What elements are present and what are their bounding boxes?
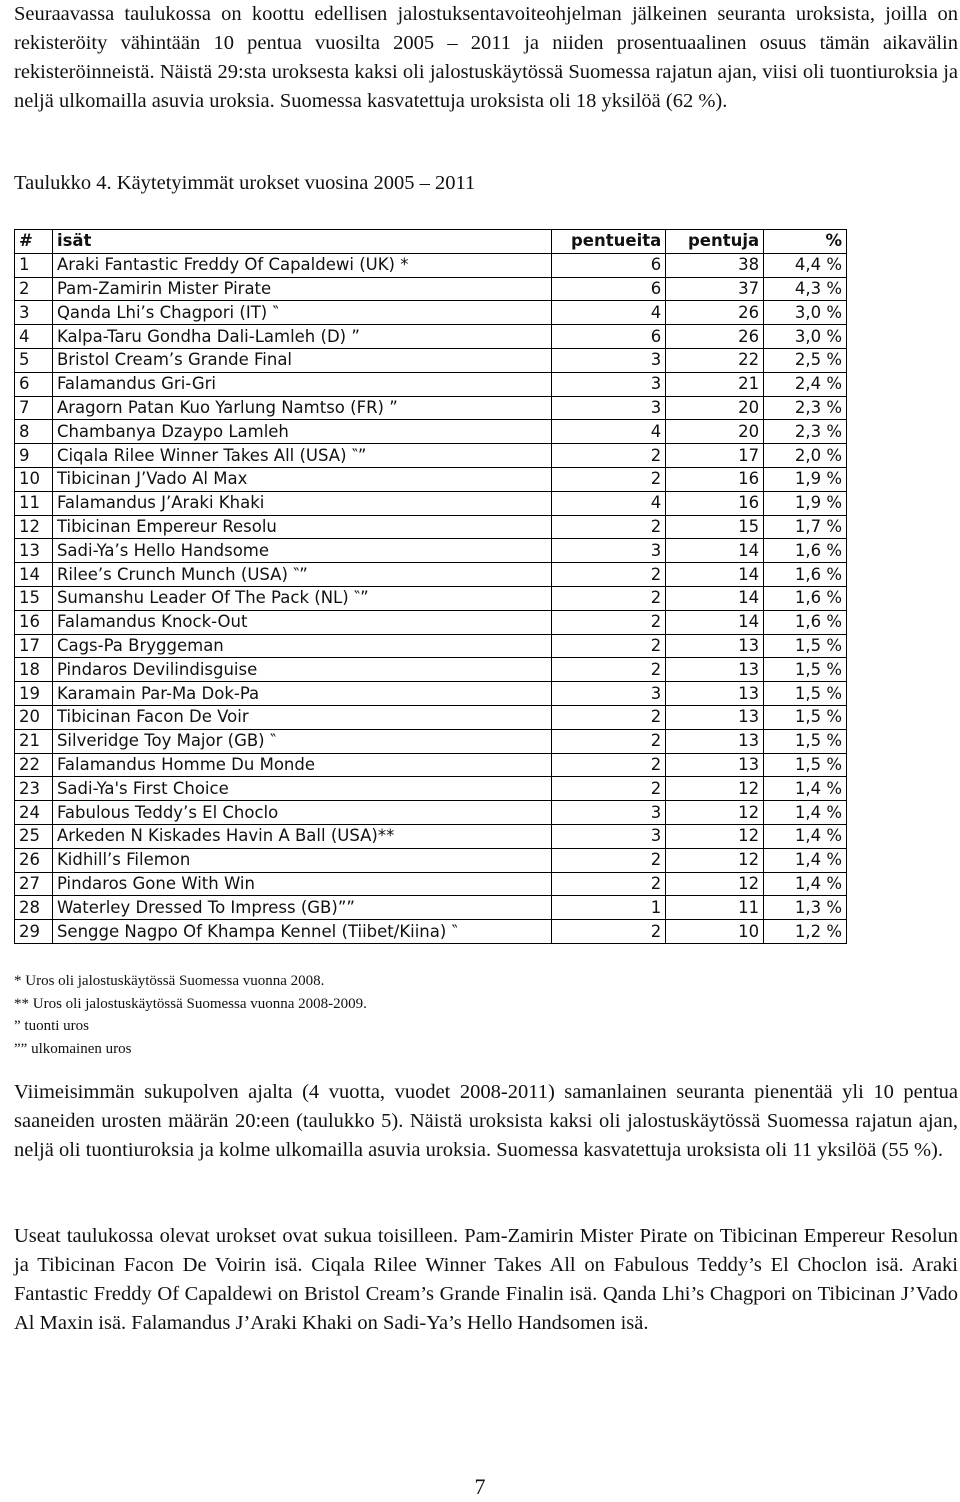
row-index: 27 — [15, 872, 53, 896]
row-index: 23 — [15, 777, 53, 801]
puppies-count: 37 — [666, 277, 764, 301]
percent-value: 2,3 % — [764, 396, 847, 420]
table-row — [15, 444, 847, 468]
row-index: 14 — [15, 563, 53, 587]
litters-count: 3 — [552, 824, 666, 848]
sire-name: Silveridge Toy Major (GB) ‶ — [52, 729, 551, 753]
percent-value: 1,5 % — [764, 705, 847, 729]
litters-count: 2 — [552, 729, 666, 753]
sire-name: Sadi-Ya's First Choice — [52, 777, 551, 801]
percent-value: 1,9 % — [764, 491, 847, 515]
table-row — [15, 372, 847, 396]
row-index: 21 — [15, 729, 53, 753]
percent-value: 1,6 % — [764, 539, 847, 563]
sire-name: Pindaros Gone With Win — [52, 872, 551, 896]
table-row — [15, 277, 847, 301]
sire-name: Falamandus Homme Du Monde — [52, 753, 551, 777]
row-index: 5 — [15, 348, 53, 372]
percent-value: 3,0 % — [764, 301, 847, 325]
litters-count: 3 — [552, 682, 666, 706]
litters-count: 2 — [552, 634, 666, 658]
percent-value: 1,4 % — [764, 801, 847, 825]
puppies-count: 14 — [666, 539, 764, 563]
sire-name: Cags-Pa Bryggeman — [52, 634, 551, 658]
sire-name: Pindaros Devilindisguise — [52, 658, 551, 682]
litters-count: 2 — [552, 705, 666, 729]
puppies-count: 12 — [666, 824, 764, 848]
puppies-count: 13 — [666, 634, 764, 658]
puppies-count: 12 — [666, 872, 764, 896]
percent-value: 1,2 % — [764, 920, 847, 944]
percent-value: 1,4 % — [764, 824, 847, 848]
puppies-count: 21 — [666, 372, 764, 396]
table-row — [15, 610, 847, 634]
table-row — [15, 634, 847, 658]
percent-value: 1,5 % — [764, 729, 847, 753]
row-index: 6 — [15, 372, 53, 396]
puppies-count: 14 — [666, 586, 764, 610]
footnotes — [14, 970, 367, 1060]
puppies-count: 14 — [666, 610, 764, 634]
litters-count: 1 — [552, 896, 666, 920]
sire-name: Sengge Nagpo Of Khampa Kennel (Tiibet/Kiina) ‶ — [52, 920, 551, 944]
percent-value: 1,5 % — [764, 753, 847, 777]
litters-count: 3 — [552, 396, 666, 420]
sires-table — [14, 229, 847, 944]
row-index: 19 — [15, 682, 53, 706]
table-row — [15, 801, 847, 825]
row-index: 17 — [15, 634, 53, 658]
percent-value: 4,3 % — [764, 277, 847, 301]
litters-count: 2 — [552, 467, 666, 491]
table-row — [15, 777, 847, 801]
table-row — [15, 586, 847, 610]
puppies-count: 13 — [666, 729, 764, 753]
table-row — [15, 729, 847, 753]
row-index: 4 — [15, 325, 53, 349]
sire-name: Arkeden N Kiskades Havin A Ball (USA)** — [52, 824, 551, 848]
puppies-count: 16 — [666, 467, 764, 491]
percent-value: 1,6 % — [764, 563, 847, 587]
percent-value: 2,3 % — [764, 420, 847, 444]
litters-count: 2 — [552, 920, 666, 944]
sire-name: Sadi-Ya’s Hello Handsome — [52, 539, 551, 563]
puppies-count: 20 — [666, 396, 764, 420]
footnote: ”” ulkomainen uros — [14, 1040, 132, 1057]
second-paragraph: Viimeisimmän sukupolven ajalta (4 vuotta, vuodet 2008-2011) samanlainen seuranta pienentää yli 10 pentua saaneiden urosten määrän 20:een (taulukko 5). Näistä uroksista kaksi oli jalostuskäytössä Suomessa rajatun ajan, neljä oli tuontiuroksia ja kolme ulkomailla asuvia uroksia. Suomessa kasvatettuja uroksista oli 11 yksilöä (55 %). — [14, 1081, 958, 1161]
row-index: 11 — [15, 491, 53, 515]
litters-count: 3 — [552, 539, 666, 563]
sire-name: Tibicinan Facon De Voir — [52, 705, 551, 729]
row-index: 9 — [15, 444, 53, 468]
litters-count: 2 — [552, 610, 666, 634]
litters-count: 6 — [552, 325, 666, 349]
percent-value: 1,9 % — [764, 467, 847, 491]
percent-value: 2,4 % — [764, 372, 847, 396]
litters-count: 2 — [552, 872, 666, 896]
puppies-count: 15 — [666, 515, 764, 539]
header-litters: pentueita — [552, 230, 666, 254]
row-index: 2 — [15, 277, 53, 301]
sire-name: Pam-Zamirin Mister Pirate — [52, 277, 551, 301]
litters-count: 2 — [552, 848, 666, 872]
litters-count: 2 — [552, 586, 666, 610]
table-caption: Taulukko 4. Käytetyimmät urokset vuosina 2005 – 2011 — [14, 172, 476, 194]
row-index: 20 — [15, 705, 53, 729]
percent-value: 1,4 % — [764, 848, 847, 872]
third-paragraph: Useat taulukossa olevat urokset ovat sukua toisilleen. Pam-Zamirin Mister Pirate on Tibicinan Empereur Resolun ja Tibicinan Facon De Voirin isä. Ciqala Rilee Winner Takes All on Fabulous Teddy’s El Choclon isä. Araki Fantastic Freddy Of Capaldewi on Bristol Cream’s Grande Finalin isä. Qanda Lhi’s Chagpori on Tibicinan J’Vado Al Maxin isä. Falamandus J’Araki Khaki on Sadi-Ya’s Hello Handsomen isä. — [14, 1225, 958, 1334]
footnote: ” tuonti uros — [14, 1018, 89, 1034]
sire-name: Sumanshu Leader Of The Pack (NL) ‶” — [52, 586, 551, 610]
puppies-count: 13 — [666, 658, 764, 682]
sire-name: Karamain Par-Ma Dok-Pa — [52, 682, 551, 706]
row-index: 18 — [15, 658, 53, 682]
table-header-row — [15, 230, 847, 254]
row-index: 24 — [15, 801, 53, 825]
sire-name: Falamandus Gri-Gri — [52, 372, 551, 396]
table-row — [15, 848, 847, 872]
litters-count: 2 — [552, 444, 666, 468]
percent-value: 1,3 % — [764, 896, 847, 920]
row-index: 16 — [15, 610, 53, 634]
puppies-count: 13 — [666, 682, 764, 706]
litters-count: 3 — [552, 348, 666, 372]
table-row — [15, 253, 847, 277]
header-index: # — [15, 230, 53, 254]
table-row — [15, 467, 847, 491]
percent-value: 1,5 % — [764, 658, 847, 682]
sire-name: Chambanya Dzaypo Lamleh — [52, 420, 551, 444]
litters-count: 3 — [552, 801, 666, 825]
table-row — [15, 420, 847, 444]
percent-value: 1,4 % — [764, 872, 847, 896]
litters-count: 6 — [552, 277, 666, 301]
sire-name: Waterley Dressed To Impress (GB)”” — [52, 896, 551, 920]
litters-count: 2 — [552, 563, 666, 587]
litters-count: 2 — [552, 658, 666, 682]
row-index: 29 — [15, 920, 53, 944]
row-index: 15 — [15, 586, 53, 610]
row-index: 10 — [15, 467, 53, 491]
table-row — [15, 872, 847, 896]
puppies-count: 10 — [666, 920, 764, 944]
header-percent: % — [764, 230, 847, 254]
puppies-count: 20 — [666, 420, 764, 444]
row-index: 22 — [15, 753, 53, 777]
sire-name: Falamandus Knock-Out — [52, 610, 551, 634]
percent-value: 2,0 % — [764, 444, 847, 468]
puppies-count: 26 — [666, 325, 764, 349]
puppies-count: 12 — [666, 777, 764, 801]
puppies-count: 13 — [666, 705, 764, 729]
row-index: 12 — [15, 515, 53, 539]
table-row — [15, 515, 847, 539]
litters-count: 2 — [552, 515, 666, 539]
table-row — [15, 705, 847, 729]
row-index: 8 — [15, 420, 53, 444]
row-index: 25 — [15, 824, 53, 848]
table-row — [15, 348, 847, 372]
intro-paragraph: Seuraavassa taulukossa on koottu edellisen jalostuksentavoiteohjelman jälkeinen seuranta uroksista, joilla on rekisteröity vähintään 10 pentua vuosilta 2005 – 2011 ja niiden prosentuaalinen osuus tämän aikavälin rekisteröinneistä. Näistä 29:sta uroksesta kaksi oli jalostuskäytössä Suomessa rajatun ajan, viisi oli tuontiuroksia ja neljä ulkomailla asuvia uroksia. Suomessa kasvatettuja uroksista oli 18 yksilöä (62 %). — [14, 3, 958, 112]
percent-value: 1,6 % — [764, 610, 847, 634]
sire-name: Kalpa-Taru Gondha Dali-Lamleh (D) ” — [52, 325, 551, 349]
table-row — [15, 563, 847, 587]
litters-count: 2 — [552, 777, 666, 801]
table-row — [15, 539, 847, 563]
table-row — [15, 301, 847, 325]
header-puppies: pentuja — [666, 230, 764, 254]
table-row — [15, 658, 847, 682]
sire-name: Aragorn Patan Kuo Yarlung Namtso (FR) ” — [52, 396, 551, 420]
puppies-count: 12 — [666, 801, 764, 825]
sire-name: Tibicinan Empereur Resolu — [52, 515, 551, 539]
row-index: 7 — [15, 396, 53, 420]
footnote: ** Uros oli jalostuskäytössä Suomessa vuonna 2008-2009. — [14, 995, 367, 1012]
percent-value: 1,6 % — [764, 586, 847, 610]
percent-value: 4,4 % — [764, 253, 847, 277]
percent-value: 2,5 % — [764, 348, 847, 372]
row-index: 3 — [15, 301, 53, 325]
sire-name: Ciqala Rilee Winner Takes All (USA) ‶” — [52, 444, 551, 468]
sire-name: Kidhill’s Filemon — [52, 848, 551, 872]
litters-count: 2 — [552, 753, 666, 777]
row-index: 13 — [15, 539, 53, 563]
puppies-count: 16 — [666, 491, 764, 515]
puppies-count: 14 — [666, 563, 764, 587]
percent-value: 1,5 % — [764, 682, 847, 706]
table-row — [15, 396, 847, 420]
header-sire: isät — [52, 230, 551, 254]
percent-value: 3,0 % — [764, 325, 847, 349]
sire-name: Rilee’s Crunch Munch (USA) ‶” — [52, 563, 551, 587]
row-index: 28 — [15, 896, 53, 920]
puppies-count: 38 — [666, 253, 764, 277]
puppies-count: 26 — [666, 301, 764, 325]
litters-count: 3 — [552, 372, 666, 396]
percent-value: 1,7 % — [764, 515, 847, 539]
percent-value: 1,5 % — [764, 634, 847, 658]
litters-count: 6 — [552, 253, 666, 277]
table-row — [15, 491, 847, 515]
puppies-count: 13 — [666, 753, 764, 777]
litters-count: 4 — [552, 491, 666, 515]
page-number: 7 — [474, 1474, 486, 1499]
table-row — [15, 325, 847, 349]
sire-name: Bristol Cream’s Grande Final — [52, 348, 551, 372]
footnote: * Uros oli jalostuskäytössä Suomessa vuonna 2008. — [14, 973, 325, 989]
table-row — [15, 920, 847, 944]
sire-name: Falamandus J’Araki Khaki — [52, 491, 551, 515]
litters-count: 4 — [552, 420, 666, 444]
sire-name: Tibicinan J’Vado Al Max — [52, 467, 551, 491]
table-row — [15, 824, 847, 848]
percent-value: 1,4 % — [764, 777, 847, 801]
row-index: 1 — [15, 253, 53, 277]
puppies-count: 12 — [666, 848, 764, 872]
sire-name: Qanda Lhi’s Chagpori (IT) ‶ — [52, 301, 551, 325]
litters-count: 4 — [552, 301, 666, 325]
table-row — [15, 896, 847, 920]
sire-name: Araki Fantastic Freddy Of Capaldewi (UK) * — [52, 253, 551, 277]
puppies-count: 17 — [666, 444, 764, 468]
table-row — [15, 753, 847, 777]
puppies-count: 11 — [666, 896, 764, 920]
row-index: 26 — [15, 848, 53, 872]
table-row — [15, 682, 847, 706]
puppies-count: 22 — [666, 348, 764, 372]
sire-name: Fabulous Teddy’s El Choclo — [52, 801, 551, 825]
